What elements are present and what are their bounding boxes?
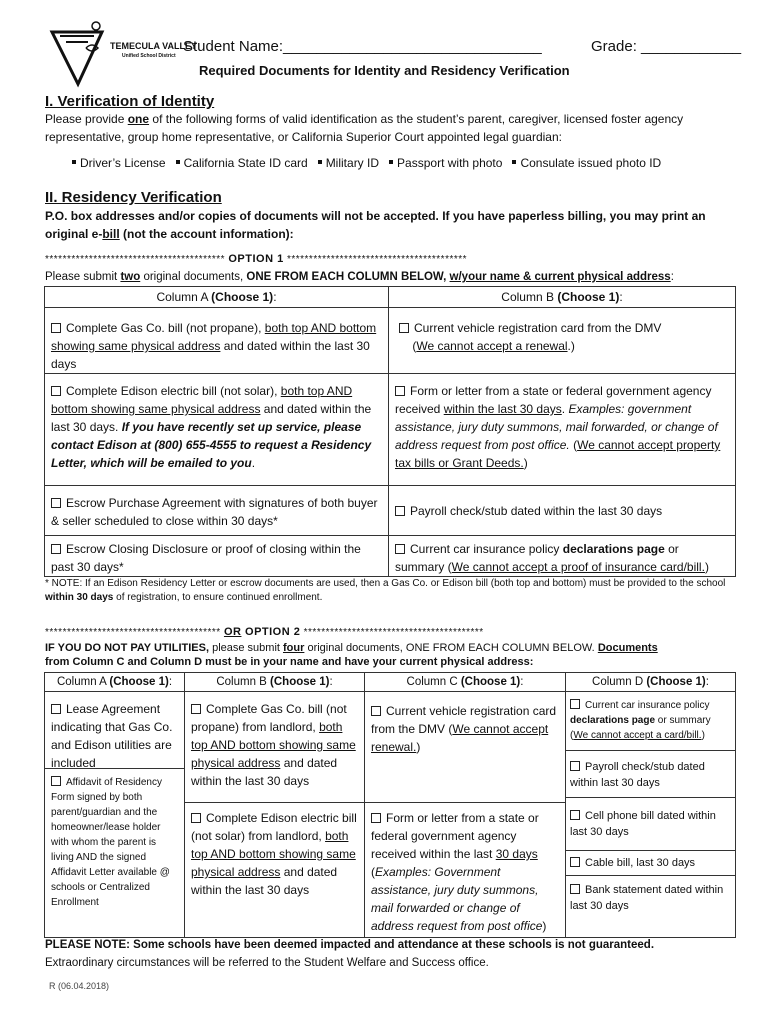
id-item: Military ID [318,156,379,170]
id-item: Passport with photo [389,156,502,170]
option1-b-gov-letter: Form or letter from a state or federal government agency received within the last 30 days. Examples: government assistance, jury duty summons, mail forwarded, or change of address request from post office. (We cannot accept property tax bills or Grant Deeds.) [389,374,736,486]
checkbox[interactable] [395,544,405,554]
id-item: California State ID card [176,156,308,170]
option1-a-edison: Complete Edison electric bill (not solar), both top AND bottom showing same physical address and dated within the last 30 days. If you have recently set up service, please contact Edison at (800) 655-4555 to request a Residency Letter, which will be emailed to you. [45,374,389,486]
option1-b-insurance: Current car insurance policy declarations page or summary (We cannot accept a proof of insurance card/bill.) [389,536,736,577]
column-a-header: Column A (Choose 1): [45,287,389,308]
option1-table [44,286,736,577]
option2-column-a [45,692,185,938]
student-name-field[interactable]: Student Name:_______________________________ [183,38,542,55]
checkbox[interactable] [570,699,580,709]
logo-text: TEMECULA VALLEY [110,41,197,51]
checkbox[interactable] [191,813,201,823]
identity-intro: Please provide one of the following forms of valid identification as the student’s parent, caregiver, licensed foster agency representative, group home representative, or California Superior Court appointed legal guardian: [45,112,684,144]
checkbox[interactable] [395,386,405,396]
option2-d-cable: Cable bill, last 30 days [566,850,735,875]
id-list [72,154,661,172]
option1-a-escrow-purchase: Escrow Purchase Agreement with signatures of both buyer & seller scheduled to close within 30 days* [45,486,389,536]
option2-b-gas: Complete Gas Co. bill (not propane) from landlord, both top AND bottom showing same physical address and dated within the last 30 days [185,692,365,803]
column-a-header: Column A (Choose 1): [45,673,185,692]
revision-date: R (06.04.2018) [49,981,110,991]
option2-instructions: IF YOU DO NOT PAY UTILITIES, please submit four original documents, ONE FROM EACH COLUMN BELOW. Documents from Column C and Column D must be in your name and have your current physical address: [45,642,658,668]
option2-column-d [566,692,736,938]
column-b-header: Column B (Choose 1): [389,287,736,308]
checkbox[interactable] [371,706,381,716]
option1-a-escrow-closing: Escrow Closing Disclosure or proof of closing within the past 30 days* [45,536,389,577]
option1-note: * NOTE: If an Edison Residency Letter or escrow documents are used, then a Gas Co. or Edison bill (both top and bottom) must be provided to the school within 30 days of registration, to ensure continued enrollment. [45,578,726,603]
checkbox[interactable] [570,857,580,867]
option2-d-cell: Cell phone bill dated within last 30 days [566,797,735,850]
column-b-header: Column B (Choose 1): [185,673,365,692]
option2-d-bank: Bank statement dated within last 30 days [566,875,735,918]
checkbox[interactable] [51,386,61,396]
identity-heading: I. Verification of Identity [45,93,215,110]
option1-b-dmv: Current vehicle registration card from the DMV (We cannot accept a renewal.) [389,308,736,374]
checkbox[interactable] [191,704,201,714]
checkbox[interactable] [570,884,580,894]
id-item: Driver’s License [72,156,166,170]
option2-d-payroll: Payroll check/stub dated within last 30 days [566,750,735,797]
option2-divider: **************************************** OR OPTION 2 ***************************************** [45,626,484,638]
checkbox[interactable] [51,704,61,714]
id-item: Consulate issued photo ID [512,156,661,170]
column-c-header: Column C (Choose 1): [365,673,566,692]
grade-field[interactable]: Grade: ____________ [591,38,742,55]
option2-a-lease: Lease Agreement indicating that Gas Co. and Edison utilities are included [51,702,173,770]
option2-table [44,672,736,938]
document-title: Required Documents for Identity and Residency Verification [199,63,570,78]
impacted-schools-note: PLEASE NOTE: Some schools have been deemed impacted and attendance at these schools is not guaranteed. [45,939,655,951]
residency-heading: II. Residency Verification [45,189,222,206]
checkbox[interactable] [371,813,381,823]
option1-a-gas: Complete Gas Co. bill (not propane), both top AND bottom showing same physical address and dated within the last 30 days [45,308,389,374]
option1-divider: ***************************************** OPTION 1 ***************************************** [45,253,468,265]
checkbox[interactable] [51,498,61,508]
checkbox[interactable] [51,323,61,333]
checkbox[interactable] [399,323,409,333]
checkbox[interactable] [570,810,580,820]
option2-b-edison: Complete Edison electric bill (not solar) from landlord, both top AND bottom showing same physical address and dated within the last 30 days [185,803,365,938]
option2-c-gov-letter: Form or letter from a state or federal government agency received within the last 30 days (Examples: Government assistance, jury duty summons, mail forwarded or change of address request from post office) [365,803,566,938]
district-logo [48,18,197,88]
residency-warning: P.O. box addresses and/or copies of documents will not be accepted. If you have paperless billing, you may print an original e-bill (not the account information): [45,209,706,241]
option1-b-payroll: Payroll check/stub dated within the last 30 days [389,486,736,536]
option2-c-dmv: Current vehicle registration card from the DMV (We cannot accept renewal.) [365,692,566,803]
option2-a-affidavit: Affidavit of Residency Form signed by both parent/guardian and the homeowner/lease holder with whom the parent is living AND the signed Affidavit Letter available @ schools or Centralized Enrollment [45,768,184,914]
column-d-header: Column D (Choose 1): [566,673,736,692]
checkbox[interactable] [51,776,61,786]
option1-instructions: Please submit two original documents, ONE FROM EACH COLUMN BELOW, w/your name & current physical address: [45,271,674,283]
extraordinary-circumstances-note: Extraordinary circumstances will be referred to the Student Welfare and Success office. [45,957,489,969]
checkbox[interactable] [51,544,61,554]
logo-subtext: Unified School District [122,53,176,59]
checkbox[interactable] [570,761,580,771]
checkbox[interactable] [395,506,405,516]
option2-d-insurance: Current car insurance policy declarations page or summary (We cannot accept a card/bill.) [570,700,711,741]
